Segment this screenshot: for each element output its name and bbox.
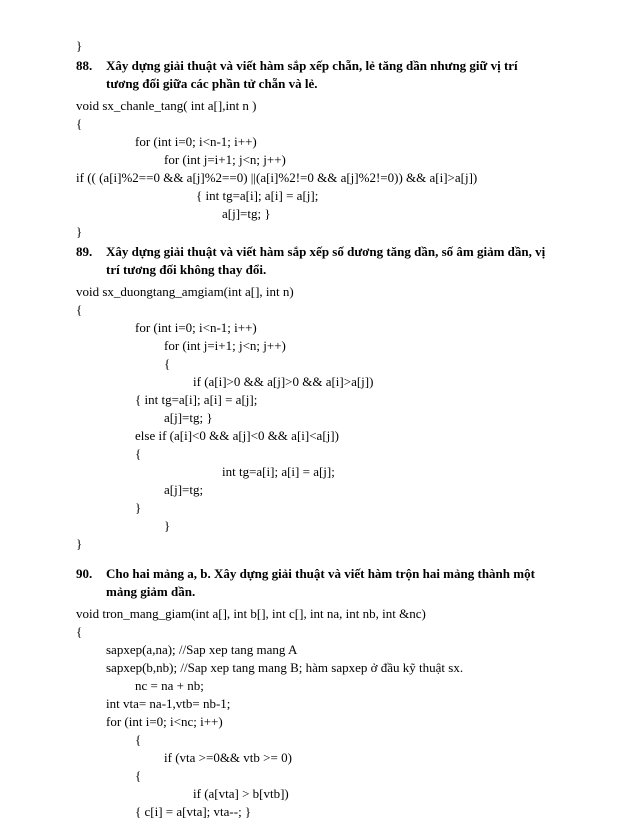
code-line: for (int j=i+1; j<n; j++): [164, 338, 286, 353]
code-line: for (int i=0; i<nc; i++): [106, 714, 223, 729]
exercise-title: Xây dựng giải thuật và viết hàm sắp xếp chẵn, lẻ tăng dần nhưng giữ vị trí: [106, 58, 518, 73]
exercise-title: Xây dựng giải thuật và viết hàm sắp xếp số dương tăng dần, số âm giảm dần, vị: [106, 244, 546, 259]
code-line: if (a[vta] > b[vtb]): [193, 786, 289, 801]
code-line: }: [164, 518, 171, 533]
exercise-title: tương đối giữa các phần tử chẵn và lẻ.: [106, 76, 318, 91]
code-line: for (int j=i+1; j<n; j++): [164, 152, 286, 167]
code-line: if (( (a[i]%2==0 && a[j]%2==0) ||(a[i]%2!=0 && a[j]%2!=0)) && a[i]>a[j]): [76, 170, 478, 185]
exercise-number: 89.: [76, 244, 93, 259]
exercise-number: 90.: [76, 566, 93, 581]
code-line: {: [76, 624, 83, 639]
code-line: }: [76, 38, 83, 53]
exercise-number: 88.: [76, 58, 93, 73]
code-line: sapxep(a,na); //Sap xep tang mang A: [106, 642, 298, 657]
code-line: { int tg=a[i]; a[i] = a[j];: [196, 188, 319, 203]
code-line: if (vta >=0&& vtb >= 0): [164, 750, 292, 765]
code-line: {: [135, 446, 142, 461]
code-line: {: [76, 116, 83, 131]
code-line: {: [76, 302, 83, 317]
code-line: else if (a[i]<0 && a[j]<0 && a[i]<a[j]): [135, 428, 339, 443]
code-line: }: [76, 224, 83, 239]
exercise-title: Cho hai mảng a, b. Xây dựng giải thuật và viết hàm trộn hai mảng thành một: [106, 566, 535, 581]
code-line: }: [76, 536, 83, 551]
code-line: {: [135, 732, 142, 747]
code-line: a[j]=tg; }: [222, 206, 271, 221]
code-line: { int tg=a[i]; a[i] = a[j];: [135, 392, 258, 407]
code-line: int vta= na-1,vtb= nb-1;: [106, 696, 231, 711]
code-line: a[j]=tg;: [164, 482, 204, 497]
exercise-title: trí tương đối không thay đổi.: [106, 262, 267, 277]
code-line: }: [135, 500, 142, 515]
code-line: void sx_duongtang_amgiam(int a[], int n): [76, 284, 294, 299]
code-line: sapxep(b,nb); //Sap xep tang mang B; hàm sapxep ở đầu kỹ thuật sx.: [106, 660, 464, 675]
code-line: void sx_chanle_tang( int a[],int n ): [76, 98, 257, 113]
code-line: int tg=a[i]; a[i] = a[j];: [222, 464, 335, 479]
code-line: {: [135, 768, 142, 783]
exercise-title: mảng giảm dần.: [106, 584, 196, 599]
code-line: { c[i] = a[vta]; vta--; }: [135, 804, 252, 819]
code-line: for (int i=0; i<n-1; i++): [135, 134, 257, 149]
code-line: if (a[i]>0 && a[j]>0 && a[i]>a[j]): [193, 374, 374, 389]
code-line: void tron_mang_giam(int a[], int b[], int c[], int na, int nb, int &nc): [76, 606, 426, 621]
code-line: for (int i=0; i<n-1; i++): [135, 320, 257, 335]
code-line: a[j]=tg; }: [164, 410, 213, 425]
code-line: {: [164, 356, 171, 371]
code-line: nc = na + nb;: [135, 678, 204, 693]
